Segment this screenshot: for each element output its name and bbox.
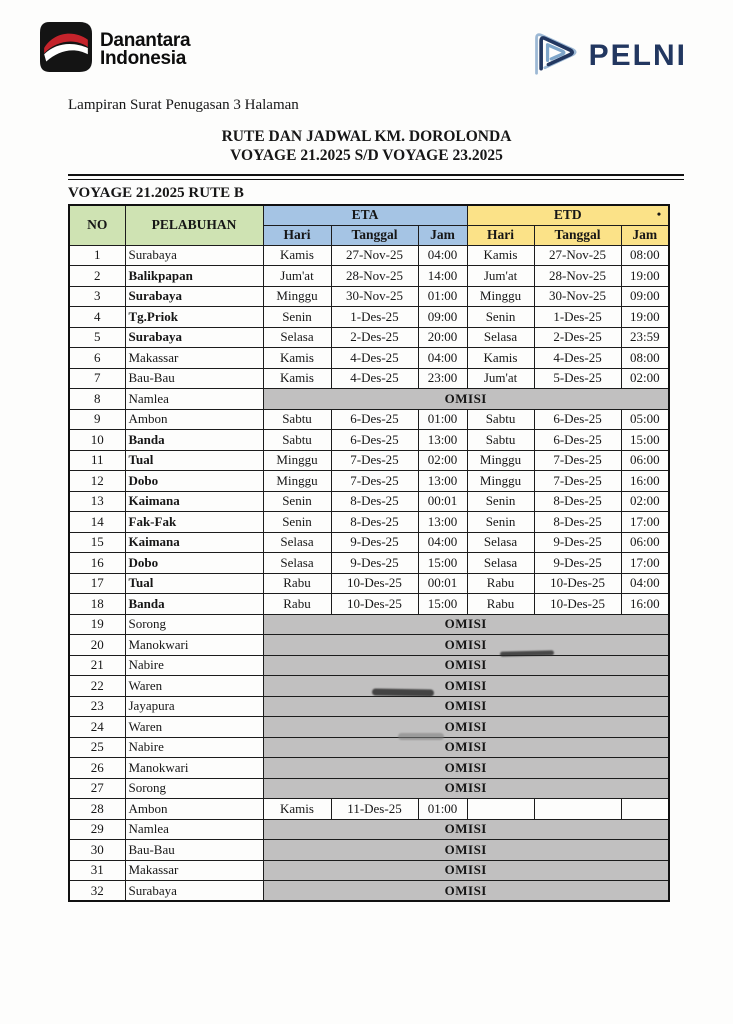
danantara-wordmark — [100, 29, 191, 69]
cell-etd-jam: 17:00 — [621, 512, 669, 533]
cell-etd-jam: 16:00 — [621, 594, 669, 615]
cell-etd-tanggal: 6-Des-25 — [534, 409, 621, 430]
cell-omisi: OMISI — [263, 758, 669, 779]
cell-port: Manokwari — [125, 758, 263, 779]
cell-eta-jam: 23:00 — [418, 368, 467, 389]
doc-title-line2: VOYAGE 21.2025 S/D VOYAGE 23.2025 — [230, 147, 503, 164]
cell-eta-tanggal: 7-Des-25 — [331, 471, 418, 492]
cell-eta-jam: 04:00 — [418, 348, 467, 369]
table-row — [69, 245, 669, 266]
table-row — [69, 553, 669, 574]
cell-etd-jam: 19:00 — [621, 266, 669, 287]
table-row — [69, 758, 669, 779]
danantara-wordmark-line1: Danantara — [100, 29, 191, 51]
cell-eta-jam: 20:00 — [418, 327, 467, 348]
scan-smudge — [372, 688, 434, 696]
table-row — [69, 737, 669, 758]
danantara-wordmark-line2: Indonesia — [100, 47, 186, 69]
cell-etd-tanggal: 27-Nov-25 — [534, 245, 621, 266]
cell-eta-tanggal: 11-Des-25 — [331, 799, 418, 820]
table-row — [69, 450, 669, 471]
cell-no: 30 — [69, 840, 125, 861]
cell-etd-jam: 09:00 — [621, 286, 669, 307]
cell-no: 13 — [69, 491, 125, 512]
cell-eta-tanggal: 1-Des-25 — [331, 307, 418, 328]
cell-port: Kaimana — [125, 532, 263, 553]
cell-etd-tanggal: 8-Des-25 — [534, 512, 621, 533]
cell-etd-tanggal: 30-Nov-25 — [534, 286, 621, 307]
cell-etd-hari: Selasa — [467, 327, 534, 348]
cell-omisi: OMISI — [263, 389, 669, 410]
table-row — [69, 614, 669, 635]
cell-port: Sorong — [125, 614, 263, 635]
cell-eta-jam: 00:01 — [418, 491, 467, 512]
cell-no: 12 — [69, 471, 125, 492]
cell-eta-tanggal: 8-Des-25 — [331, 491, 418, 512]
header-etd-group — [467, 205, 669, 225]
bullet-icon: • — [656, 207, 662, 222]
cell-etd-hari: Selasa — [467, 553, 534, 574]
cell-omisi: OMISI — [263, 881, 669, 902]
cell-eta-jam: 01:00 — [418, 286, 467, 307]
cell-etd-jam: 19:00 — [621, 307, 669, 328]
cell-etd-hari: Jum'at — [467, 368, 534, 389]
cell-eta-jam: 13:00 — [418, 430, 467, 451]
cell-port: Surabaya — [125, 881, 263, 902]
cell-eta-jam: 01:00 — [418, 409, 467, 430]
header-eta-group: ETA — [263, 205, 467, 225]
cell-eta-hari: Rabu — [263, 594, 331, 615]
cell-eta-hari: Selasa — [263, 553, 331, 574]
cell-port: Tual — [125, 573, 263, 594]
cell-etd-jam: 08:00 — [621, 245, 669, 266]
cell-port: Namlea — [125, 819, 263, 840]
cell-no: 14 — [69, 512, 125, 533]
cell-no: 28 — [69, 799, 125, 820]
cell-no: 21 — [69, 655, 125, 676]
cell-eta-jam: 13:00 — [418, 471, 467, 492]
cell-port: Makassar — [125, 860, 263, 881]
table-row — [69, 471, 669, 492]
cell-omisi: OMISI — [263, 717, 669, 738]
cell-eta-tanggal: 10-Des-25 — [331, 594, 418, 615]
danantara-logo — [40, 22, 190, 77]
cell-no: 1 — [69, 245, 125, 266]
cell-omisi: OMISI — [263, 778, 669, 799]
cell-eta-tanggal: 28-Nov-25 — [331, 266, 418, 287]
cell-etd-hari: Jum'at — [467, 266, 534, 287]
cell-port: Ambon — [125, 409, 263, 430]
table-row — [69, 430, 669, 451]
cell-etd-tanggal: 7-Des-25 — [534, 471, 621, 492]
cell-no: 20 — [69, 635, 125, 656]
cell-omisi: OMISI — [263, 840, 669, 861]
table-row — [69, 778, 669, 799]
cell-omisi: OMISI — [263, 737, 669, 758]
title-divider — [68, 174, 684, 180]
cell-etd-jam: 08:00 — [621, 348, 669, 369]
cell-port: Fak-Fak — [125, 512, 263, 533]
doc-title-line1: RUTE DAN JADWAL KM. DOROLONDA — [221, 128, 512, 145]
cell-etd-jam: 23:59 — [621, 327, 669, 348]
cell-port: Nabire — [125, 737, 263, 758]
cell-omisi: OMISI — [263, 676, 669, 697]
cell-no: 2 — [69, 266, 125, 287]
cell-port: Dobo — [125, 471, 263, 492]
table-row — [69, 696, 669, 717]
cell-eta-tanggal: 7-Des-25 — [331, 450, 418, 471]
cell-etd-hari: Senin — [467, 491, 534, 512]
cell-etd-hari: Senin — [467, 307, 534, 328]
cell-no: 18 — [69, 594, 125, 615]
cell-etd-tanggal: 2-Des-25 — [534, 327, 621, 348]
cell-no: 3 — [69, 286, 125, 307]
cell-port: Jayapura — [125, 696, 263, 717]
cell-port: Namlea — [125, 389, 263, 410]
cell-etd-tanggal: 7-Des-25 — [534, 450, 621, 471]
cell-eta-hari: Minggu — [263, 471, 331, 492]
table-caption: VOYAGE 21.2025 RUTE B — [68, 185, 244, 201]
table-row — [69, 860, 669, 881]
cell-etd-hari: Kamis — [467, 245, 534, 266]
table-row — [69, 368, 669, 389]
cell-no: 4 — [69, 307, 125, 328]
cell-no: 11 — [69, 450, 125, 471]
cell-etd-jam: 02:00 — [621, 368, 669, 389]
cell-eta-jam: 15:00 — [418, 594, 467, 615]
cell-no: 31 — [69, 860, 125, 881]
cell-eta-tanggal: 4-Des-25 — [331, 348, 418, 369]
table-row — [69, 840, 669, 861]
table-row — [69, 635, 669, 656]
cell-no: 16 — [69, 553, 125, 574]
pelni-wordmark: PELNI — [588, 38, 687, 72]
cell-port: Bau-Bau — [125, 368, 263, 389]
table-row — [69, 881, 669, 902]
cell-port: Balikpapan — [125, 266, 263, 287]
cell-eta-tanggal: 2-Des-25 — [331, 327, 418, 348]
cell-eta-hari: Kamis — [263, 368, 331, 389]
cell-etd-hari: Selasa — [467, 532, 534, 553]
cell-no: 27 — [69, 778, 125, 799]
cell-port: Surabaya — [125, 245, 263, 266]
table-row — [69, 389, 669, 410]
cell-etd-jam: 02:00 — [621, 491, 669, 512]
cell-eta-hari: Kamis — [263, 348, 331, 369]
table-row — [69, 655, 669, 676]
cell-etd-jam: 04:00 — [621, 573, 669, 594]
cell-eta-tanggal: 30-Nov-25 — [331, 286, 418, 307]
cell-no: 9 — [69, 409, 125, 430]
cell-etd-tanggal — [534, 799, 621, 820]
table-row — [69, 717, 669, 738]
table-row — [69, 676, 669, 697]
cell-eta-hari: Kamis — [263, 245, 331, 266]
cell-port: Kaimana — [125, 491, 263, 512]
cell-no: 10 — [69, 430, 125, 451]
cell-eta-jam: 13:00 — [418, 512, 467, 533]
pelni-logo — [529, 30, 687, 81]
schedule-table-head — [69, 205, 669, 245]
cell-etd-hari: Kamis — [467, 348, 534, 369]
cell-no: 29 — [69, 819, 125, 840]
cell-eta-hari: Minggu — [263, 450, 331, 471]
cell-port: Ambon — [125, 799, 263, 820]
cell-omisi: OMISI — [263, 614, 669, 635]
cell-port: Dobo — [125, 553, 263, 574]
table-row — [69, 799, 669, 820]
schedule-table — [68, 204, 670, 902]
cell-eta-jam: 04:00 — [418, 245, 467, 266]
cell-eta-hari: Kamis — [263, 799, 331, 820]
cell-port: Surabaya — [125, 327, 263, 348]
cell-eta-jam: 04:00 — [418, 532, 467, 553]
header-no: NO — [69, 205, 125, 245]
cell-etd-hari: Minggu — [467, 471, 534, 492]
table-row — [69, 266, 669, 287]
lampiran-note: Lampiran Surat Penugasan 3 Halaman — [68, 97, 299, 113]
cell-eta-tanggal: 4-Des-25 — [331, 368, 418, 389]
cell-eta-jam: 02:00 — [418, 450, 467, 471]
header-etd-tanggal: Tanggal — [534, 225, 621, 245]
cell-eta-tanggal: 9-Des-25 — [331, 532, 418, 553]
cell-eta-jam: 00:01 — [418, 573, 467, 594]
cell-etd-tanggal: 10-Des-25 — [534, 594, 621, 615]
cell-port: Nabire — [125, 655, 263, 676]
cell-eta-hari: Sabtu — [263, 430, 331, 451]
cell-omisi: OMISI — [263, 860, 669, 881]
cell-etd-hari: Sabtu — [467, 430, 534, 451]
cell-port: Tg.Priok — [125, 307, 263, 328]
cell-etd-tanggal: 9-Des-25 — [534, 553, 621, 574]
danantara-flag-icon — [40, 22, 92, 77]
cell-omisi: OMISI — [263, 655, 669, 676]
cell-eta-tanggal: 6-Des-25 — [331, 430, 418, 451]
header-eta-hari: Hari — [263, 225, 331, 245]
cell-eta-tanggal: 10-Des-25 — [331, 573, 418, 594]
cell-etd-jam: 06:00 — [621, 532, 669, 553]
table-row — [69, 491, 669, 512]
cell-etd-hari: Senin — [467, 512, 534, 533]
cell-etd-tanggal: 28-Nov-25 — [534, 266, 621, 287]
cell-omisi: OMISI — [263, 696, 669, 717]
scan-smudge — [398, 733, 444, 740]
cell-eta-hari: Jum'at — [263, 266, 331, 287]
cell-etd-jam: 16:00 — [621, 471, 669, 492]
cell-eta-jam: 09:00 — [418, 307, 467, 328]
cell-omisi: OMISI — [263, 635, 669, 656]
cell-eta-hari: Selasa — [263, 327, 331, 348]
cell-etd-jam: 15:00 — [621, 430, 669, 451]
cell-port: Makassar — [125, 348, 263, 369]
header-etd-hari: Hari — [467, 225, 534, 245]
doc-title — [0, 127, 733, 165]
cell-eta-tanggal: 6-Des-25 — [331, 409, 418, 430]
cell-port: Waren — [125, 717, 263, 738]
cell-etd-jam: 05:00 — [621, 409, 669, 430]
cell-no: 32 — [69, 881, 125, 902]
cell-no: 15 — [69, 532, 125, 553]
cell-etd-jam: 06:00 — [621, 450, 669, 471]
cell-etd-hari: Minggu — [467, 450, 534, 471]
cell-etd-hari: Rabu — [467, 594, 534, 615]
cell-eta-jam: 15:00 — [418, 553, 467, 574]
cell-port: Surabaya — [125, 286, 263, 307]
cell-no: 22 — [69, 676, 125, 697]
cell-no: 7 — [69, 368, 125, 389]
cell-port: Manokwari — [125, 635, 263, 656]
cell-port: Banda — [125, 594, 263, 615]
cell-eta-hari: Selasa — [263, 532, 331, 553]
schedule-table-body — [69, 245, 669, 901]
header-eta-tanggal: Tanggal — [331, 225, 418, 245]
pelni-chevron-icon — [529, 30, 579, 81]
cell-port: Sorong — [125, 778, 263, 799]
cell-no: 6 — [69, 348, 125, 369]
cell-etd-tanggal: 5-Des-25 — [534, 368, 621, 389]
cell-port: Tual — [125, 450, 263, 471]
cell-eta-tanggal: 9-Des-25 — [331, 553, 418, 574]
cell-no: 19 — [69, 614, 125, 635]
table-row — [69, 594, 669, 615]
table-row — [69, 307, 669, 328]
cell-no: 24 — [69, 717, 125, 738]
cell-etd-jam — [621, 799, 669, 820]
cell-etd-hari: Sabtu — [467, 409, 534, 430]
header-etd-label: ETD — [553, 207, 582, 223]
table-row — [69, 348, 669, 369]
cell-omisi: OMISI — [263, 819, 669, 840]
header-eta-jam: Jam — [418, 225, 467, 245]
cell-eta-hari: Senin — [263, 491, 331, 512]
header-etd-jam: Jam — [621, 225, 669, 245]
cell-etd-hari: Minggu — [467, 286, 534, 307]
cell-no: 23 — [69, 696, 125, 717]
cell-port: Bau-Bau — [125, 840, 263, 861]
cell-etd-tanggal: 1-Des-25 — [534, 307, 621, 328]
cell-no: 8 — [69, 389, 125, 410]
table-row — [69, 532, 669, 553]
cell-etd-tanggal: 4-Des-25 — [534, 348, 621, 369]
header-pelabuhan: PELABUHAN — [125, 205, 263, 245]
cell-port: Banda — [125, 430, 263, 451]
table-row — [69, 512, 669, 533]
cell-etd-tanggal: 10-Des-25 — [534, 573, 621, 594]
cell-eta-jam: 01:00 — [418, 799, 467, 820]
cell-eta-tanggal: 8-Des-25 — [331, 512, 418, 533]
table-row — [69, 286, 669, 307]
cell-etd-tanggal: 8-Des-25 — [534, 491, 621, 512]
table-row — [69, 573, 669, 594]
cell-eta-jam: 14:00 — [418, 266, 467, 287]
table-row — [69, 327, 669, 348]
cell-etd-hari: Rabu — [467, 573, 534, 594]
cell-no: 25 — [69, 737, 125, 758]
cell-no: 5 — [69, 327, 125, 348]
cell-etd-jam: 17:00 — [621, 553, 669, 574]
cell-etd-hari — [467, 799, 534, 820]
cell-eta-hari: Rabu — [263, 573, 331, 594]
cell-no: 17 — [69, 573, 125, 594]
cell-no: 26 — [69, 758, 125, 779]
cell-etd-tanggal: 6-Des-25 — [534, 430, 621, 451]
brand-row — [0, 0, 733, 81]
cell-eta-hari: Sabtu — [263, 409, 331, 430]
cell-eta-hari: Senin — [263, 307, 331, 328]
cell-port: Waren — [125, 676, 263, 697]
cell-eta-hari: Senin — [263, 512, 331, 533]
cell-eta-hari: Minggu — [263, 286, 331, 307]
cell-etd-tanggal: 9-Des-25 — [534, 532, 621, 553]
cell-eta-tanggal: 27-Nov-25 — [331, 245, 418, 266]
table-row — [69, 409, 669, 430]
table-row — [69, 819, 669, 840]
